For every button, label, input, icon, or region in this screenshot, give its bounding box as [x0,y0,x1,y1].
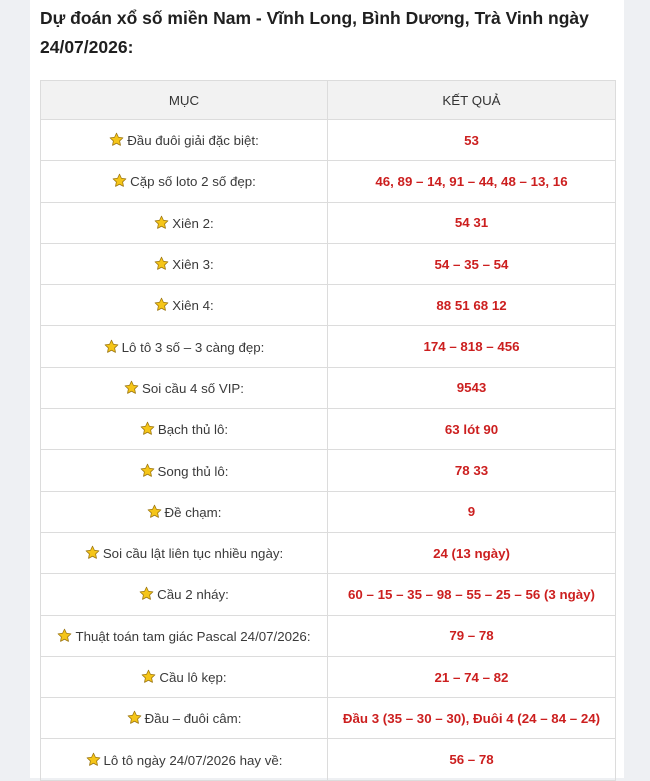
row-value: 54 – 35 – 54 [328,243,616,284]
row-label-cell [41,326,328,367]
table-row [41,367,616,408]
star-icon [154,256,169,271]
table-header-row [41,81,616,120]
page-title: Dự đoán xổ số miền Nam - Vĩnh Long, Bình Dương, Trà Vinh ngày 24/07/2026: [40,8,589,57]
row-label-cell [41,243,328,284]
table-row [41,450,616,491]
row-label-cell [41,120,328,161]
row-value: 54 31 [328,202,616,243]
row-value: 174 – 818 – 456 [328,326,616,367]
row-label-cell [41,161,328,202]
star-icon [140,421,155,436]
table-row [41,491,616,532]
row-label-cell [41,202,328,243]
row-label: Thuật toán tam giác Pascal 24/07/2026: [75,628,311,644]
row-label: Xiên 3: [172,257,214,273]
row-label: Đầu đuôi giải đặc biệt: [127,133,259,149]
row-label-cell [41,739,328,780]
star-icon [140,463,155,478]
row-label: Xiên 4: [172,298,214,314]
row-label: Bạch thủ lô: [157,422,229,438]
row-label-cell [41,698,328,739]
row-value: 9 [328,491,616,532]
table-body [41,120,616,781]
row-value: Đầu 3 (35 – 30 – 30), Đuôi 4 (24 – 84 – 24) [328,698,616,739]
row-label-cell [41,656,328,697]
table-row [41,574,616,615]
row-label-cell [41,409,328,450]
table-row [41,532,616,573]
star-icon [154,297,169,312]
row-value: 46, 89 – 14, 91 – 44, 48 – 13, 16 [328,161,616,202]
table-row [41,161,616,202]
star-icon [141,669,156,684]
star-icon [154,215,169,230]
star-icon [124,380,139,395]
table-row [41,202,616,243]
prediction-table [40,80,616,781]
star-icon [86,752,101,767]
table-row [41,656,616,697]
table-row [41,326,616,367]
star-icon [147,504,162,519]
row-label: Cầu 2 nháy: [157,587,229,603]
row-label-cell [41,367,328,408]
row-value: 56 – 78 [328,739,616,780]
article-card [30,0,624,778]
table-row [41,285,616,326]
row-label-cell [41,285,328,326]
row-value: 79 – 78 [328,615,616,656]
row-label-cell [41,450,328,491]
row-value: 53 [328,120,616,161]
star-icon [112,173,127,188]
row-label-cell [41,491,328,532]
row-label: Lô tô 3 số – 3 càng đẹp: [121,339,265,355]
row-label: Song thủ lô: [157,463,229,479]
table-row [41,615,616,656]
table-row [41,698,616,739]
row-value: 9543 [328,367,616,408]
table-row [41,243,616,284]
star-icon [109,132,124,147]
row-label: Soi cầu lật liên tục nhiều ngày: [102,546,284,562]
row-label: Lô tô ngày 24/07/2026 hay về: [103,752,283,768]
row-value: 21 – 74 – 82 [328,656,616,697]
star-icon [104,339,119,354]
row-label: Xiên 2: [172,215,214,231]
star-icon [139,586,154,601]
row-value: 24 (13 ngày) [328,532,616,573]
star-icon [57,628,72,643]
table-row [41,120,616,161]
row-label: Đề chạm: [164,504,222,520]
row-value: 88 51 68 12 [328,285,616,326]
row-label-cell [41,615,328,656]
row-label: Cầu lô kẹp: [159,670,227,685]
row-value: 63 lót 90 [328,409,616,450]
column-header-item: MỤC [41,81,328,120]
row-label-cell [41,574,328,615]
row-label: Cặp số loto 2 số đẹp: [130,174,256,190]
table-row [41,409,616,450]
table-row [41,739,616,780]
star-icon [127,710,142,725]
row-value: 78 33 [328,450,616,491]
row-value: 60 – 15 – 35 – 98 – 55 – 25 – 56 (3 ngày) [328,574,616,615]
column-header-result: KẾT QUẢ [328,81,616,120]
row-label: Đầu – đuôi câm: [144,711,242,727]
star-icon [85,545,100,560]
row-label: Soi cầu 4 số VIP: [142,380,244,396]
row-label-cell [41,532,328,573]
